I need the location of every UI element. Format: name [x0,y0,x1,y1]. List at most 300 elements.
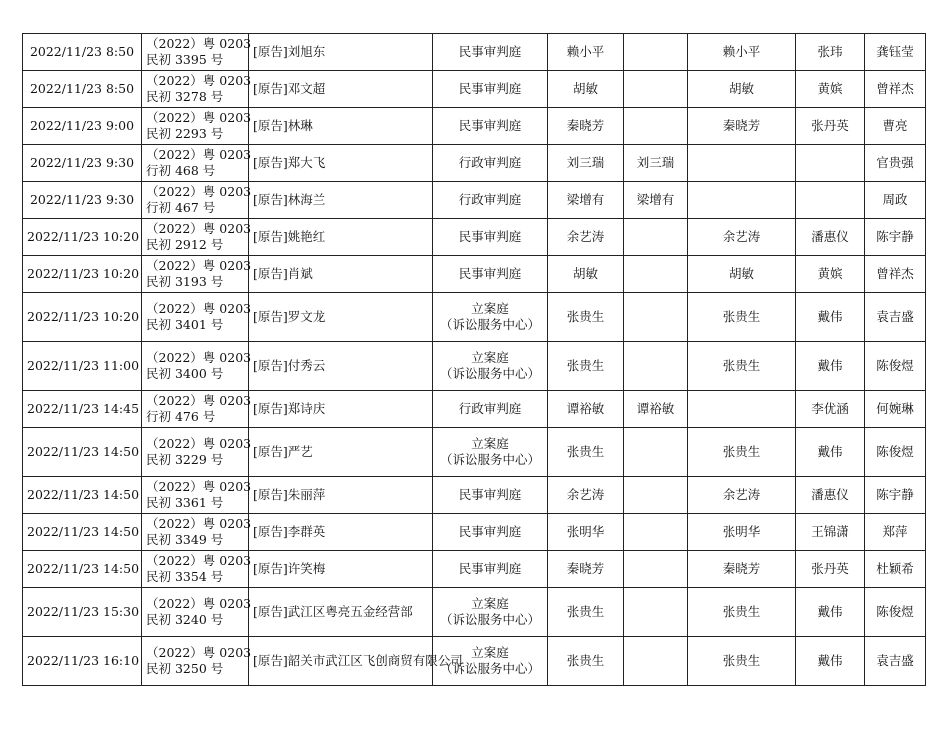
table-row [23,637,926,686]
presiding-judge-cell [548,391,624,428]
cell-text: 刘三瑞 [566,155,605,170]
cell-text: 张丹英 [811,118,849,133]
clerk-cell [865,514,926,551]
cell-text: 胡敏 [728,81,754,96]
table-row [23,182,926,219]
table-row [23,34,926,71]
cell-text: 立案庭 [471,645,509,660]
cell-text: 立案庭 [471,596,509,611]
judge-cell [624,588,688,637]
party-cell [249,391,433,428]
party-cell [249,588,433,637]
cell-text: 行政审判庭 [458,401,522,416]
cell-text: 2022/11/23 15:30 [27,604,140,619]
cell-text: 戴伟 [817,653,843,668]
judge-cell [688,293,796,342]
cell-text: 周政 [882,192,908,207]
cell-text: 立案庭 [471,436,509,451]
judge-cell [624,108,688,145]
case-number-cell [142,551,252,588]
cell-text: 2022/11/23 14:45 [27,401,140,416]
cell-text: [原告]李群英 [253,524,326,539]
cell-text: 余艺涛 [566,229,605,244]
cell-text: 张贵生 [722,444,761,459]
judge-cell [688,108,796,145]
cell-text: 立案庭 [471,301,509,316]
cell-text: [原告]罗文龙 [253,309,326,324]
presiding-judge-cell [548,588,624,637]
clerk-cell [865,145,926,182]
cell-text: 王锦潇 [811,524,849,539]
cell-text: 民初 3349 号 [146,532,224,547]
cell-text: 郑萍 [882,524,908,539]
cell-text: 陈俊煜 [876,358,914,373]
cell-text: 陈俊煜 [876,604,914,619]
judge-cell [796,391,865,428]
clerk-cell [865,34,926,71]
cell-text: 陈宇静 [876,487,914,502]
party-cell [249,71,433,108]
cell-text: 袁吉盛 [876,653,914,668]
cell-text: （2022）粤 0203 [146,184,252,199]
cell-text: （2022）粤 0203 [146,393,252,408]
cell-text: 行政审判庭 [458,192,522,207]
presiding-judge-cell [548,551,624,588]
judge-cell [688,477,796,514]
cell-text: （2022）粤 0203 [146,110,252,125]
judge-cell [624,477,688,514]
hearing-time-cell [23,342,142,391]
cell-text: [原告]肖斌 [253,266,313,281]
cell-text: 曹亮 [882,118,908,133]
clerk-cell [865,256,926,293]
cell-text: 2022/11/23 10:20 [27,309,140,324]
cell-text: 龚钰莹 [876,44,914,59]
cell-text: 张贵生 [566,358,605,373]
judge-cell [624,34,688,71]
case-number-cell [142,588,252,637]
cell-text: 民事审判庭 [458,44,522,59]
hearing-time-cell [23,637,142,686]
cell-text: 余艺涛 [722,229,761,244]
judge-cell [688,428,796,477]
cell-text: 2022/11/23 9:30 [29,192,135,207]
court-cell [433,637,548,686]
cell-text: 杜颖希 [876,561,914,576]
cell-text: （2022）粤 0203 [146,73,252,88]
party-cell [249,256,433,293]
case-number-cell [142,514,252,551]
cell-text: 张明华 [722,524,761,539]
case-number-cell [142,145,252,182]
clerk-cell [865,293,926,342]
cell-text: [原告]邓文超 [253,81,326,96]
clerk-cell [865,342,926,391]
judge-cell [796,342,865,391]
cell-text: 陈俊煜 [876,444,914,459]
cell-text: 赖小平 [722,44,761,59]
judge-cell [796,514,865,551]
cell-text: 梁增有 [636,192,675,207]
judge-cell [624,428,688,477]
cell-text: 民事审判庭 [458,487,522,502]
cell-text: 民初 3278 号 [146,89,224,104]
cell-text: [原告]郑诗庆 [253,401,326,416]
cell-text: [原告]付秀云 [253,358,326,373]
cell-text: 黄嫔 [817,81,843,96]
cell-text: 胡敏 [728,266,754,281]
cell-text: （诉讼服务中心） [439,661,540,676]
judge-cell [624,342,688,391]
judge-cell [688,551,796,588]
cell-text: 谭裕敏 [566,401,605,416]
hearing-time-cell [23,551,142,588]
cell-text: 何婉琳 [876,401,914,416]
court-cell [433,514,548,551]
cell-text: 张贵生 [566,444,605,459]
table-row [23,477,926,514]
table-row [23,145,926,182]
presiding-judge-cell [548,293,624,342]
cell-text: （2022）粤 0203 [146,221,252,236]
presiding-judge-cell [548,34,624,71]
case-number-cell [142,342,252,391]
cell-text: 2022/11/23 8:50 [29,44,135,59]
cell-text: 曾祥杰 [876,266,914,281]
judge-cell [688,71,796,108]
cell-text: 民初 3361 号 [146,495,224,510]
hearing-time-cell [23,108,142,145]
case-number-cell [142,108,252,145]
hearing-time-cell [23,256,142,293]
judge-cell [688,588,796,637]
cell-text: 张贵生 [722,358,761,373]
hearing-time-cell [23,219,142,256]
court-cell [433,182,548,219]
cell-text: 戴伟 [817,604,843,619]
court-cell [433,219,548,256]
table-row [23,514,926,551]
cell-text: 行初 467 号 [146,200,216,215]
cell-text: 民初 2293 号 [146,126,224,141]
cell-text: （诉讼服务中心） [439,317,540,332]
cell-text: 民事审判庭 [458,561,522,576]
table-row [23,342,926,391]
cell-text: 李优涵 [811,401,849,416]
cell-text: 谭裕敏 [636,401,675,416]
court-cell [433,145,548,182]
party-cell [249,551,433,588]
cell-text: （诉讼服务中心） [439,452,540,467]
cell-text: 行政审判庭 [458,155,522,170]
cell-text: 张丹英 [811,561,849,576]
cell-text: 张玮 [817,44,843,59]
presiding-judge-cell [548,182,624,219]
cell-text: 秦晓芳 [722,561,761,576]
clerk-cell [865,477,926,514]
presiding-judge-cell [548,71,624,108]
hearing-time-cell [23,71,142,108]
cell-text: [原告]姚艳红 [253,229,326,244]
cell-text: 民事审判庭 [458,118,522,133]
hearing-time-cell [23,588,142,637]
cell-text: 秦晓芳 [722,118,761,133]
judge-cell [796,34,865,71]
judge-cell [688,145,796,182]
cell-text: 民事审判庭 [458,81,522,96]
hearing-time-cell [23,477,142,514]
table-row [23,551,926,588]
cell-text: （2022）粤 0203 [146,553,252,568]
cell-text: 张贵生 [722,653,761,668]
cell-text: 2022/11/23 16:10 [27,653,140,668]
cell-text: 张贵生 [566,604,605,619]
cell-text: 2022/11/23 9:00 [29,118,135,133]
case-number-cell [142,428,252,477]
judge-cell [688,637,796,686]
cell-text: 行初 468 号 [146,163,216,178]
cell-text: 民事审判庭 [458,524,522,539]
case-number-cell [142,34,252,71]
cell-text: 胡敏 [572,81,598,96]
table-row [23,588,926,637]
judge-cell [624,256,688,293]
cell-text: 戴伟 [817,358,843,373]
court-cell [433,391,548,428]
cell-text: （2022）粤 0203 [146,258,252,273]
case-number-cell [142,637,252,686]
judge-cell [688,514,796,551]
court-cell [433,551,548,588]
party-cell [249,219,433,256]
cell-text: 民初 3250 号 [146,661,224,676]
court-cell [433,71,548,108]
clerk-cell [865,551,926,588]
cell-text: 张明华 [566,524,605,539]
cell-text: 秦晓芳 [566,561,605,576]
judge-cell [624,71,688,108]
judge-cell [624,219,688,256]
cell-text: [原告]刘旭东 [253,44,326,59]
cell-text: 余艺涛 [722,487,761,502]
cell-text: 官贵强 [876,155,914,170]
judge-cell [688,182,796,219]
judge-cell [688,34,796,71]
cell-text: （诉讼服务中心） [439,366,540,381]
court-cell [433,293,548,342]
judge-cell [796,428,865,477]
cell-text: 张贵生 [566,653,605,668]
case-number-cell [142,293,252,342]
cell-text: 赖小平 [566,44,605,59]
party-cell [249,108,433,145]
hearing-time-cell [23,391,142,428]
court-cell [433,34,548,71]
judge-cell [624,293,688,342]
cell-text: 2022/11/23 9:30 [29,155,135,170]
cell-text: 民初 3401 号 [146,317,224,332]
cell-text: （2022）粤 0203 [146,645,252,660]
judge-cell [688,256,796,293]
cell-text: 2022/11/23 14:50 [27,444,140,459]
cell-text: 民初 3354 号 [146,569,224,584]
cell-text: 秦晓芳 [566,118,605,133]
court-cell [433,588,548,637]
hearing-time-cell [23,428,142,477]
cell-text: [原告]许笑梅 [253,561,326,576]
cell-text: （2022）粤 0203 [146,516,252,531]
party-cell [249,637,463,686]
court-cell [433,342,548,391]
cell-text: 行初 476 号 [146,409,216,424]
presiding-judge-cell [548,428,624,477]
presiding-judge-cell [548,514,624,551]
cell-text: 潘惠仪 [811,487,849,502]
presiding-judge-cell [548,637,624,686]
party-cell [249,514,433,551]
party-cell [249,34,433,71]
clerk-cell [865,219,926,256]
cell-text: 曾祥杰 [876,81,914,96]
cell-text: 民初 3229 号 [146,452,224,467]
judge-cell [796,551,865,588]
judge-cell [796,71,865,108]
cell-text: 胡敏 [572,266,598,281]
judge-cell [624,551,688,588]
case-number-cell [142,256,252,293]
presiding-judge-cell [548,108,624,145]
cell-text: 民初 3400 号 [146,366,224,381]
cell-text: 民初 3193 号 [146,274,224,289]
table-row [23,219,926,256]
court-cell [433,256,548,293]
cell-text: [原告]韶关市武江区飞创商贸有限公司 [253,653,463,668]
case-number-cell [142,219,252,256]
cell-text: 刘三瑞 [636,155,675,170]
presiding-judge-cell [548,477,624,514]
judge-cell [796,588,865,637]
cell-text: 民初 2912 号 [146,237,224,252]
cell-text: 民初 3240 号 [146,612,224,627]
cell-text: （2022）粤 0203 [146,36,252,51]
party-cell [249,293,433,342]
court-cell [433,477,548,514]
cell-text: 潘惠仪 [811,229,849,244]
cell-text: 黄嫔 [817,266,843,281]
cell-text: [原告]武江区粤亮五金经营部 [253,604,413,619]
cell-text: 梁增有 [566,192,605,207]
judge-cell [796,256,865,293]
cell-text: 戴伟 [817,309,843,324]
presiding-judge-cell [548,219,624,256]
judge-cell [796,108,865,145]
party-cell [249,145,433,182]
clerk-cell [865,182,926,219]
judge-cell [624,182,688,219]
cell-text: 2022/11/23 14:50 [27,487,140,502]
cell-text: 2022/11/23 11:00 [27,358,140,373]
case-number-cell [142,477,252,514]
party-cell [249,182,433,219]
judge-cell [796,293,865,342]
judge-cell [796,219,865,256]
cell-text: 张贵生 [722,604,761,619]
party-cell [249,428,433,477]
cell-text: 民事审判庭 [458,266,522,281]
cell-text: （2022）粤 0203 [146,301,252,316]
presiding-judge-cell [548,342,624,391]
judge-cell [688,219,796,256]
cell-text: （2022）粤 0203 [146,147,252,162]
judge-cell [624,637,688,686]
cell-text: [原告]林琳 [253,118,313,133]
hearing-time-cell [23,34,142,71]
clerk-cell [865,391,926,428]
party-cell [249,477,433,514]
presiding-judge-cell [548,145,624,182]
table-row [23,108,926,145]
cell-text: 陈宇静 [876,229,914,244]
cell-text: 袁吉盛 [876,309,914,324]
judge-cell [688,342,796,391]
clerk-cell [865,428,926,477]
court-cell [433,428,548,477]
cell-text: 2022/11/23 10:20 [27,266,140,281]
cell-text: [原告]朱丽萍 [253,487,326,502]
judge-cell [796,477,865,514]
cell-text: （2022）粤 0203 [146,596,252,611]
judge-cell [796,145,865,182]
judge-cell [624,514,688,551]
hearing-schedule-table [22,33,926,686]
table-row [23,391,926,428]
case-number-cell [142,71,252,108]
case-number-cell [142,391,252,428]
cell-text: 2022/11/23 8:50 [29,81,135,96]
judge-cell [624,391,688,428]
cell-text: 戴伟 [817,444,843,459]
cell-text: 2022/11/23 10:20 [27,229,140,244]
cell-text: 张贵生 [722,309,761,324]
cell-text: （2022）粤 0203 [146,436,252,451]
cell-text: 民事审判庭 [458,229,522,244]
court-cell [433,108,548,145]
cell-text: [原告]林海兰 [253,192,326,207]
cell-text: 张贵生 [566,309,605,324]
hearing-time-cell [23,145,142,182]
clerk-cell [865,637,926,686]
cell-text: （2022）粤 0203 [146,350,252,365]
clerk-cell [865,108,926,145]
cell-text: （2022）粤 0203 [146,479,252,494]
hearing-time-cell [23,182,142,219]
case-number-cell [142,182,252,219]
cell-text: 余艺涛 [566,487,605,502]
judge-cell [624,145,688,182]
cell-text: [原告]郑大飞 [253,155,326,170]
clerk-cell [865,588,926,637]
cell-text: 立案庭 [471,350,509,365]
judge-cell [796,637,865,686]
table-row [23,71,926,108]
cell-text: 民初 3395 号 [146,52,224,67]
cell-text: （诉讼服务中心） [439,612,540,627]
cell-text: [原告]严艺 [253,444,313,459]
judge-cell [796,182,865,219]
hearing-time-cell [23,293,142,342]
party-cell [249,342,433,391]
table-row [23,293,926,342]
